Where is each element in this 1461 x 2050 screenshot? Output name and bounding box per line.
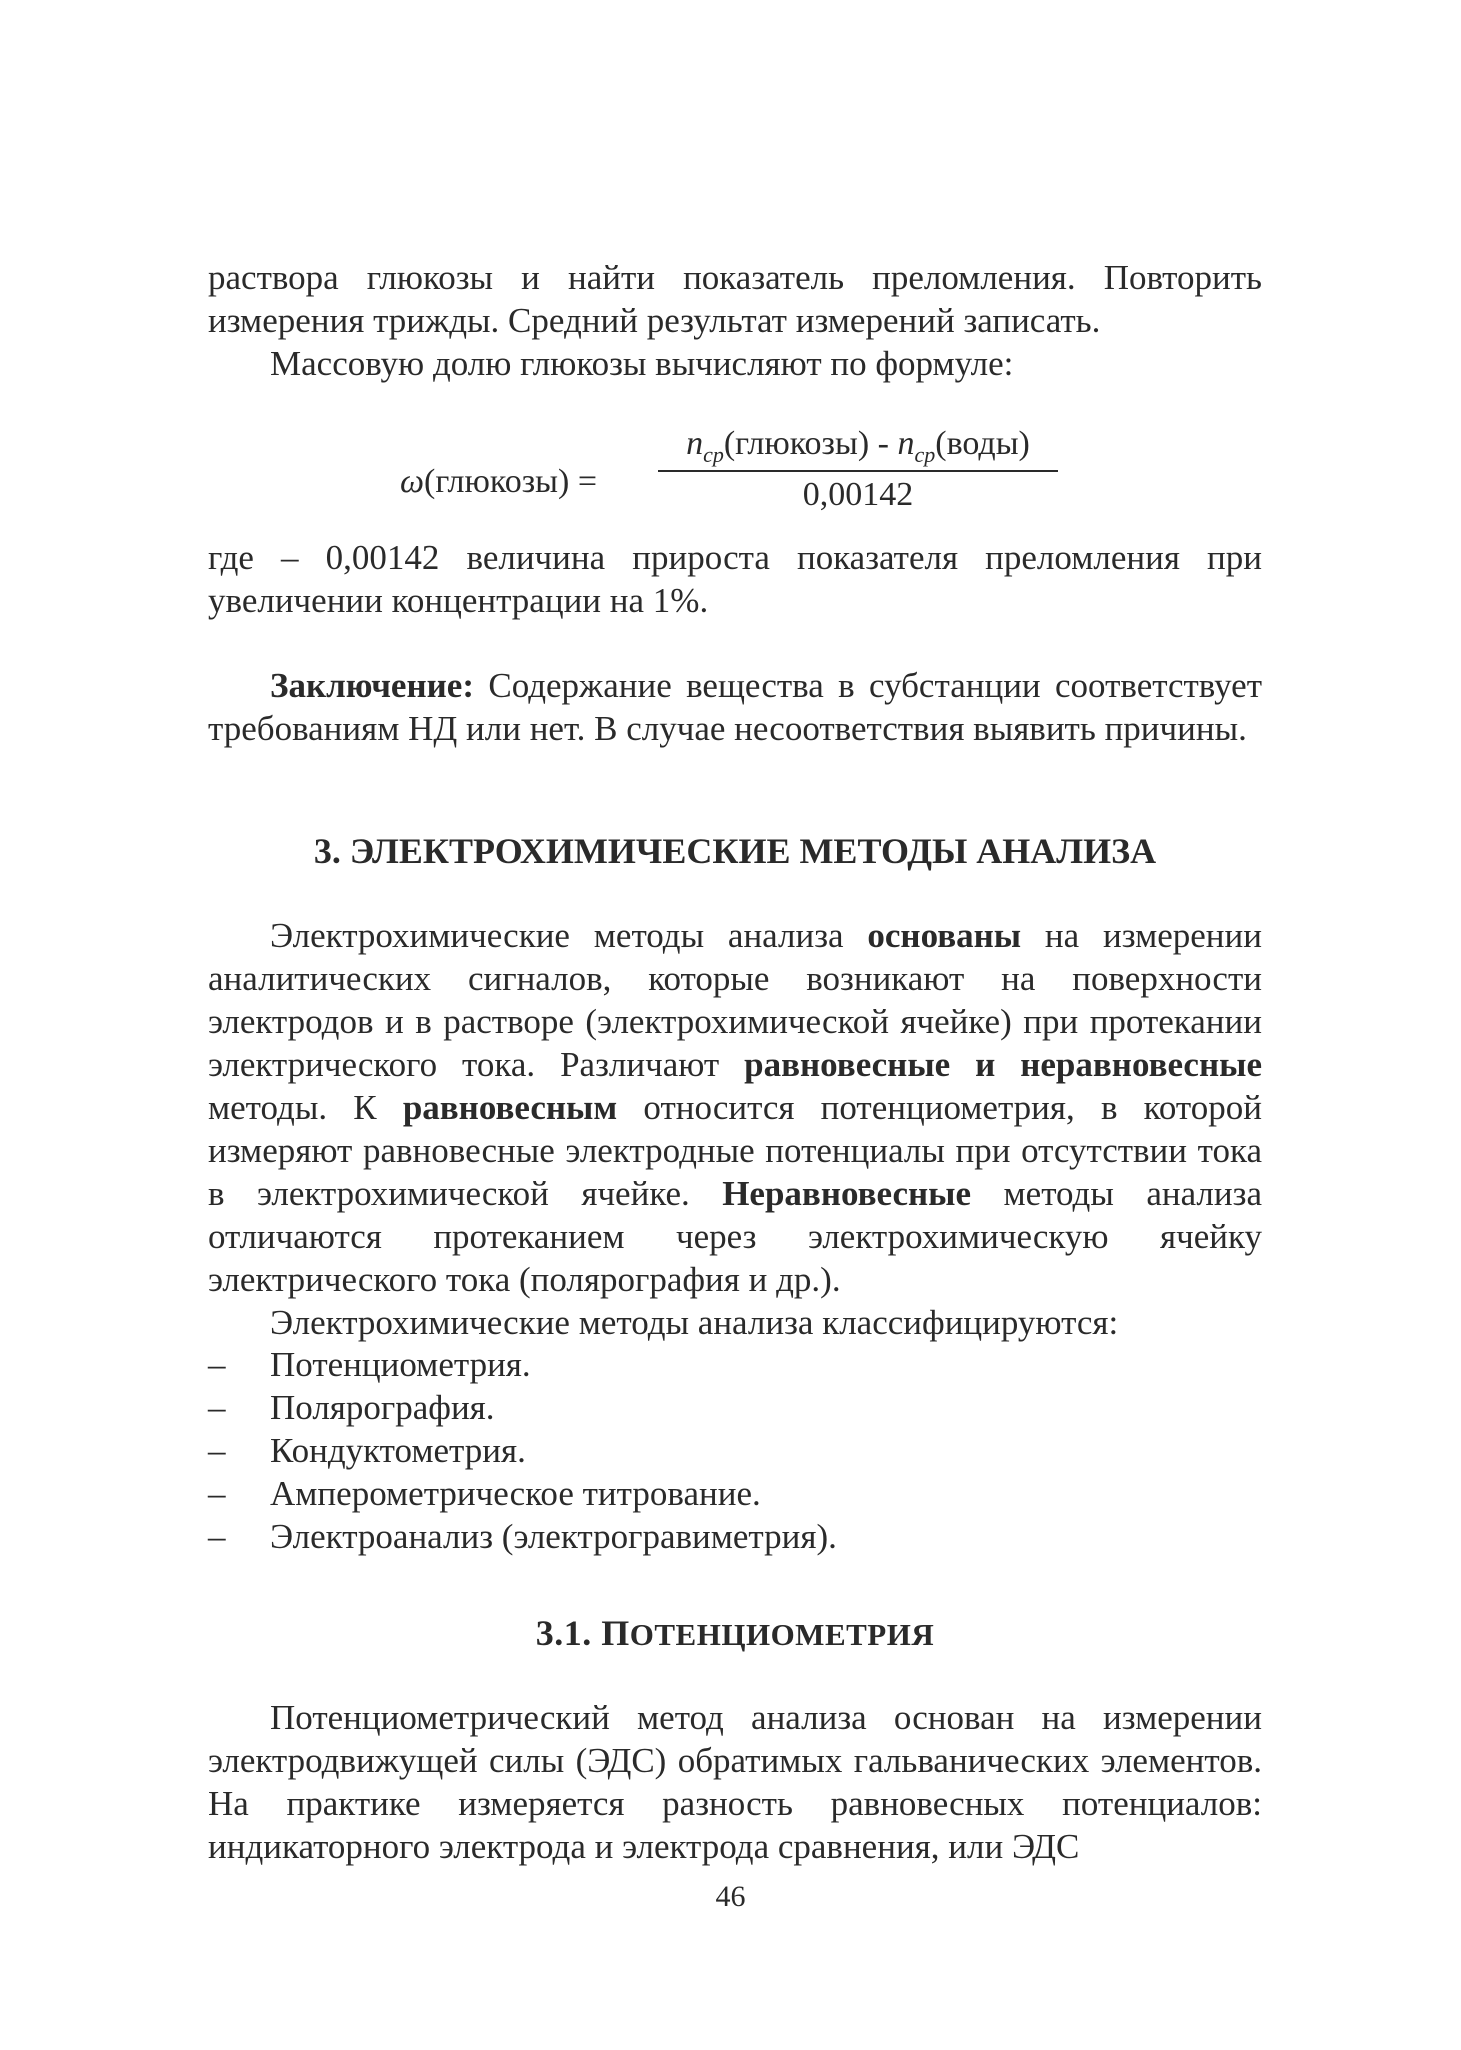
method-label: Электроанализ (электрогравиметрия). <box>270 1517 837 1556</box>
n-subscript-2: ср <box>914 441 936 467</box>
method-label: Амперометрическое титрование. <box>270 1474 761 1513</box>
formula-fraction <box>658 425 1058 514</box>
conclusion-paragraph <box>208 664 1262 750</box>
n-symbol-2: n <box>897 425 915 462</box>
method-label: Полярография. <box>270 1388 495 1427</box>
list-item <box>208 1386 1262 1429</box>
formula-intro: Массовую долю глюкозы вычисляют по формуле: <box>270 344 1014 383</box>
potentiometry-text: Потенциометрический метод анализа основан на измерении электродвижущей силы (ЭДС) обратимых гальванических элементов. На практике измеряется разность равновесных потенциалов: индикаторного электрода и электрода сравнения, или ЭДС <box>208 1698 1262 1866</box>
section-text-part-4: относится потенциометрия, в которой измеряют равновесные электродные потенциалы при отсутствии тока в электрохимической ячейке. <box>208 1088 1262 1213</box>
where-paragraph <box>208 536 1262 622</box>
numerator-arg-2: (воды) <box>935 425 1030 462</box>
list-dash: – <box>208 1474 226 1513</box>
section-heading: 3. ЭЛЕКТРОХИМИЧЕСКИЕ МЕТОДЫ АНАЛИЗА <box>313 831 1157 871</box>
section-bold-1: основаны <box>867 916 1022 955</box>
conclusion-label: Заключение: <box>270 666 474 705</box>
list-dash: – <box>208 1388 226 1427</box>
classification-intro: Электрохимические методы анализа классифицируются: <box>270 1303 1119 1342</box>
formula-lhs-text: (глюкозы) = <box>424 463 597 500</box>
section-bold-3: равновесным <box>402 1088 618 1127</box>
method-label: Кондуктометрия. <box>270 1431 526 1470</box>
section-text-part-5: методы анализа отличаются протеканием через электрохимическую ячейку электрического тока (полярография и др.). <box>208 1174 1262 1299</box>
omega-symbol: ω <box>400 463 425 500</box>
formula-numerator <box>658 425 1058 472</box>
where-text: где – 0,00142 величина прироста показателя преломления при увеличении концентрации на 1%. <box>208 538 1262 620</box>
list-item <box>208 1429 1262 1472</box>
mass-fraction-formula <box>400 425 1080 535</box>
conclusion-body: Содержание вещества в субстанции соответствует требованиям НД или нет. В случае несоответствия выявить причины. <box>208 666 1262 748</box>
formula-lhs <box>400 463 597 501</box>
potentiometry-paragraph <box>208 1696 1262 1868</box>
subsection-heading <box>208 1612 1262 1654</box>
list-item <box>208 1472 1262 1515</box>
list-item <box>208 1343 1262 1386</box>
list-item <box>208 1515 1262 1558</box>
section-bold-2: равновесные и неравновесные <box>744 1045 1262 1084</box>
n-symbol-1: n <box>686 425 704 462</box>
list-dash: – <box>208 1517 226 1556</box>
section-text <box>208 914 1262 1301</box>
intro-text: раствора глюкозы и найти показатель преломления. Повторить измерения трижды. Средний результат измерений записать. <box>208 258 1262 340</box>
subsection-rest: ОТЕНЦИОМЕТРИЯ <box>629 1617 935 1652</box>
method-label: Потенциометрия. <box>270 1345 531 1384</box>
conclusion-text <box>208 664 1262 750</box>
section-text-part-2: на измерении аналитических сигналов, которые возникают на поверхности электродов и в растворе (электрохимической ячейке) при протекании электрического тока. Различают <box>208 916 1262 1084</box>
subsection-first-letter: П <box>601 1613 630 1653</box>
section-text-part-3: методы. К <box>208 1088 403 1127</box>
methods-list <box>208 1343 1262 1558</box>
intro-paragraph <box>208 256 1262 385</box>
section-paragraph <box>208 914 1262 1344</box>
section-text-part-1: Электрохимические методы анализа <box>270 916 868 955</box>
subsection-number: 3.1. <box>535 1613 602 1653</box>
section-bold-4: Неравновесные <box>722 1174 972 1213</box>
formula-denominator: 0,00142 <box>802 475 914 513</box>
n-subscript-1: ср <box>703 441 724 467</box>
list-dash: – <box>208 1345 226 1384</box>
numerator-arg-1: (глюкозы) - <box>723 425 898 462</box>
page-number: 46 <box>715 1880 746 1913</box>
list-dash: – <box>208 1431 226 1470</box>
